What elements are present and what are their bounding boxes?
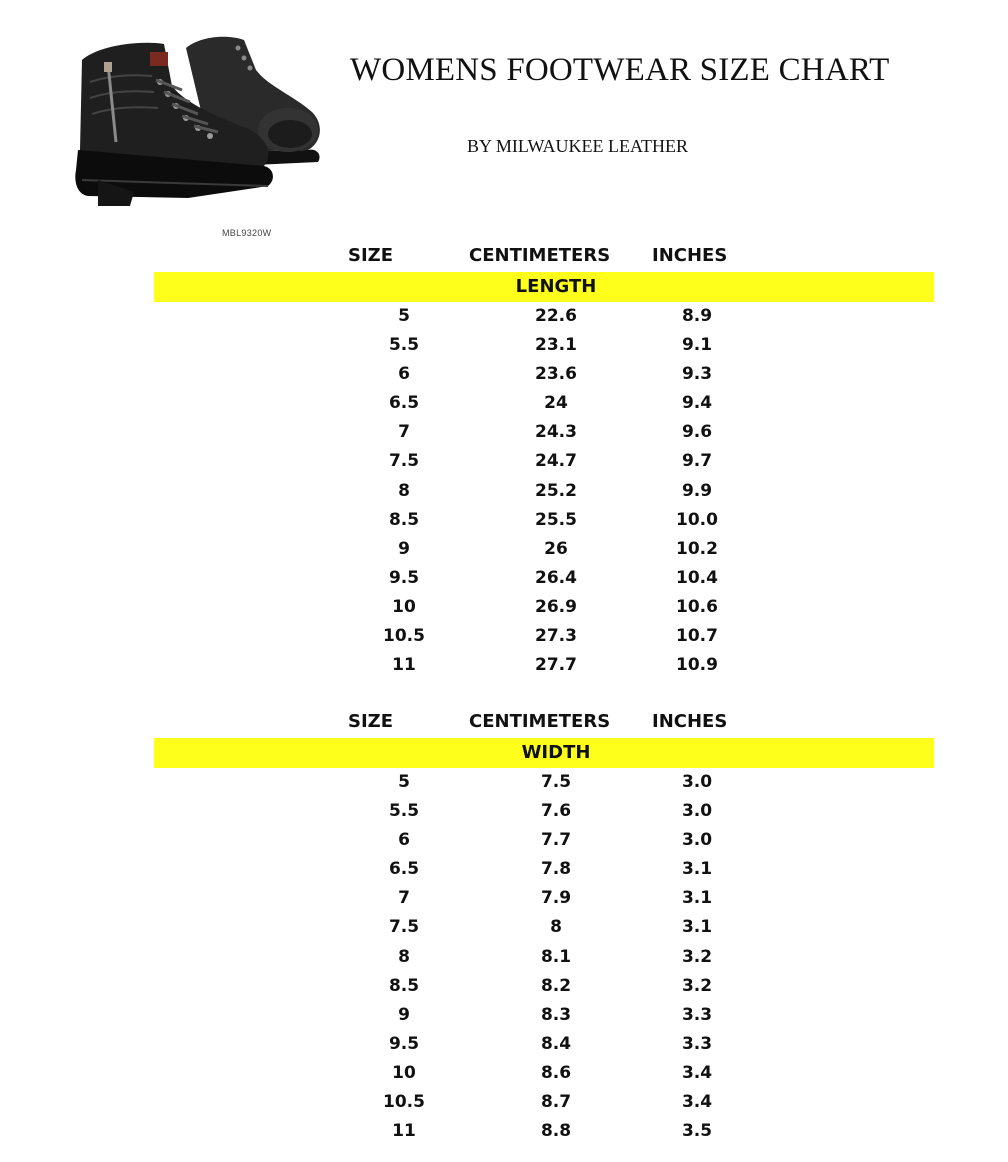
centimeters-cell: 25.5 (535, 509, 577, 530)
centimeters-cell: 24.7 (535, 451, 577, 472)
inches-cell: 3.5 (681, 1121, 713, 1142)
table-row (0, 855, 1008, 884)
inches-cell: 3.2 (681, 946, 713, 967)
table-row (0, 913, 1008, 942)
size-cell: 11 (392, 1121, 416, 1142)
table-row (0, 302, 1008, 331)
size-cell: 11 (392, 655, 416, 676)
inches-cell: 10.9 (676, 655, 718, 676)
size-cell: 6.5 (388, 393, 420, 414)
centimeters-cell: 7.9 (540, 888, 572, 909)
centimeters-cell: 25.2 (535, 480, 577, 501)
length-rows (0, 302, 1008, 680)
centimeters-cell: 24 (544, 393, 568, 414)
centimeters-cell: 8.8 (540, 1121, 572, 1142)
size-cell: 9.5 (388, 1033, 420, 1054)
table-row (0, 593, 1008, 622)
centimeters-cell: 8.7 (540, 1092, 572, 1113)
centimeters-cell: 7.8 (540, 859, 572, 880)
size-cell: 10.5 (383, 1092, 425, 1113)
centimeters-cell: 8 (550, 917, 562, 938)
inches-cell: 3.0 (681, 772, 713, 792)
page-subtitle: BY MILWAUKEE LEATHER (467, 136, 688, 156)
column-header-inches: INCHES (652, 245, 728, 266)
inches-cell: 3.4 (681, 1062, 713, 1083)
centimeters-cell: 26 (544, 538, 568, 559)
boots-icon (68, 30, 324, 214)
size-cell: 7.5 (388, 451, 420, 472)
table-row (0, 506, 1008, 535)
size-cell: 10 (392, 1062, 416, 1083)
size-cell: 8 (398, 946, 410, 967)
centimeters-cell: 7.5 (540, 772, 572, 792)
centimeters-cell: 7.6 (540, 801, 572, 822)
size-cell: 9 (398, 1004, 410, 1025)
size-cell: 5 (398, 306, 410, 326)
centimeters-cell: 7.7 (540, 830, 572, 851)
centimeters-cell: 8.6 (540, 1062, 572, 1083)
size-cell: 7 (398, 422, 410, 443)
table-row (0, 768, 1008, 797)
inches-cell: 3.3 (681, 1004, 713, 1025)
length-section-band (154, 272, 934, 302)
table-row (0, 418, 1008, 447)
width-size-table (0, 705, 1008, 1146)
table-row (0, 564, 1008, 593)
table-row (0, 972, 1008, 1001)
inches-cell: 10.6 (676, 596, 718, 617)
table-row (0, 1001, 1008, 1030)
table-row (0, 1030, 1008, 1059)
column-header-row (0, 239, 1008, 272)
size-cell: 8.5 (388, 509, 420, 530)
centimeters-cell: 27.3 (535, 626, 577, 647)
centimeters-cell: 22.6 (535, 306, 577, 326)
column-header-inches: INCHES (652, 711, 728, 732)
centimeters-cell: 8.2 (540, 975, 572, 996)
centimeters-cell: 26.9 (535, 596, 577, 617)
centimeters-cell: 24.3 (535, 422, 577, 443)
inches-cell: 9.1 (681, 335, 713, 356)
size-cell: 6 (398, 364, 410, 385)
inches-cell: 9.3 (681, 364, 713, 385)
column-header-centimeters: CENTIMETERS (469, 711, 611, 732)
centimeters-cell: 8.4 (540, 1033, 572, 1054)
inches-cell: 10.2 (676, 538, 718, 559)
centimeters-cell: 26.4 (535, 567, 577, 588)
width-rows (0, 768, 1008, 1146)
width-section-label: WIDTH (521, 742, 591, 763)
inches-cell: 3.0 (681, 801, 713, 822)
centimeters-cell: 8.3 (540, 1004, 572, 1025)
inches-cell: 3.1 (681, 917, 713, 938)
length-section-label: LENGTH (515, 276, 597, 297)
size-cell: 7 (398, 888, 410, 909)
column-header-row (0, 705, 1008, 738)
inches-cell: 10.4 (676, 567, 718, 588)
size-cell: 9 (398, 538, 410, 559)
centimeters-cell: 23.1 (535, 335, 577, 356)
size-cell: 6 (398, 830, 410, 851)
table-row (0, 1059, 1008, 1088)
inches-cell: 10.7 (676, 626, 718, 647)
product-code: MBL9320W (222, 228, 272, 238)
size-cell: 8 (398, 480, 410, 501)
inches-cell: 8.9 (681, 306, 713, 326)
table-row (0, 477, 1008, 506)
column-header-size: SIZE (348, 245, 394, 266)
table-row (0, 826, 1008, 855)
table-row (0, 622, 1008, 651)
table-row (0, 943, 1008, 972)
centimeters-cell: 23.6 (535, 364, 577, 385)
inches-cell: 9.9 (681, 480, 713, 501)
page-title: WOMENS FOOTWEAR SIZE CHART (350, 52, 890, 88)
table-row (0, 651, 1008, 680)
table-row (0, 1117, 1008, 1146)
inches-cell: 9.4 (681, 393, 713, 414)
size-cell: 10 (392, 596, 416, 617)
table-row (0, 331, 1008, 360)
size-cell: 6.5 (388, 859, 420, 880)
width-section-band (154, 738, 934, 768)
size-cell: 10.5 (383, 626, 425, 647)
inches-cell: 9.6 (681, 422, 713, 443)
table-row (0, 884, 1008, 913)
table-row (0, 1088, 1008, 1117)
length-size-table (0, 239, 1008, 680)
size-cell: 9.5 (388, 567, 420, 588)
inches-cell: 3.4 (681, 1092, 713, 1113)
centimeters-cell: 27.7 (535, 655, 577, 676)
column-header-centimeters: CENTIMETERS (469, 245, 611, 266)
table-row (0, 360, 1008, 389)
table-row (0, 447, 1008, 476)
size-cell: 7.5 (388, 917, 420, 938)
table-row (0, 389, 1008, 418)
table-row (0, 535, 1008, 564)
column-header-size: SIZE (348, 711, 394, 732)
inches-cell: 9.7 (681, 451, 713, 472)
inches-cell: 3.1 (681, 859, 713, 880)
size-cell: 8.5 (388, 975, 420, 996)
size-cell: 5.5 (388, 335, 420, 356)
inches-cell: 3.3 (681, 1033, 713, 1054)
inches-cell: 3.1 (681, 888, 713, 909)
inches-cell: 3.2 (681, 975, 713, 996)
inches-cell: 3.0 (681, 830, 713, 851)
size-cell: 5.5 (388, 801, 420, 822)
size-cell: 5 (398, 772, 410, 792)
table-row (0, 797, 1008, 826)
boot-product-image (68, 30, 324, 214)
inches-cell: 10.0 (676, 509, 718, 530)
centimeters-cell: 8.1 (540, 946, 572, 967)
